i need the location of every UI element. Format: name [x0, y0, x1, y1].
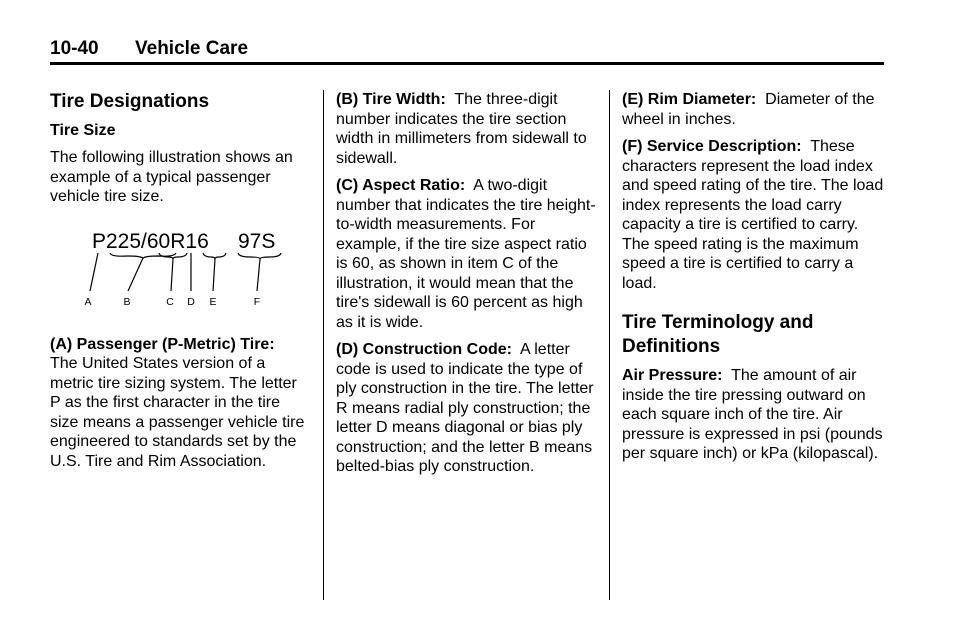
- terminology-heading: Tire Terminology and Definitions: [622, 312, 814, 357]
- tire-designations-heading: Tire Designations: [50, 91, 210, 112]
- tire-size-diagram: [80, 221, 320, 331]
- page-header: [50, 38, 248, 60]
- section-title: Vehicle Care: [135, 38, 249, 59]
- air-pressure-label: Air Pressure:: [622, 367, 723, 384]
- header-rule: [50, 62, 884, 65]
- item-d-paragraph: [336, 340, 601, 477]
- item-b-label: (B) Tire Width:: [336, 91, 446, 108]
- tire-size-illustration: [50, 207, 310, 335]
- item-e-paragraph: [622, 90, 887, 129]
- item-e-text: Diameter of the wheel in inches.: [622, 91, 875, 128]
- tire-code-service-text: 97S: [238, 229, 276, 253]
- diagram-label-b: B: [123, 295, 131, 308]
- page-number: 10-40: [50, 38, 99, 59]
- pointer-line-f: [257, 259, 260, 291]
- intro-paragraph: The following illustration shows an example of a typical passenger vehicle tire size.: [50, 149, 293, 205]
- brace-f: [238, 253, 281, 259]
- tire-code-text: P225/60R16: [92, 229, 209, 253]
- item-f-label: (F) Service Description:: [622, 138, 802, 155]
- item-e-label: (E) Rim Diameter:: [622, 91, 757, 108]
- diagram-label-e: E: [209, 295, 217, 308]
- item-c-text: A two-digit number that indicates the tire height-to-width measurements. For example, if the tire size aspect ratio is 60, as shown in item C of the illustration, it would mean that the tire's sidewall is 60 percent as high as it is wide.: [336, 177, 596, 331]
- item-d-label: (D) Construction Code:: [336, 341, 512, 358]
- air-pressure-text: The amount of air inside the tire pressing outward on each square inch of the tire. Air pressure is expressed in psi (pounds per square inch) or kPa (kilopascal).: [622, 367, 883, 462]
- item-f-paragraph: [622, 137, 887, 293]
- diagram-label-d: D: [187, 295, 195, 308]
- diagram-label-c: C: [166, 295, 174, 308]
- pointer-line-b: [128, 258, 143, 291]
- column-2: [336, 90, 601, 477]
- column-divider: [323, 90, 324, 600]
- diagram-label-a: A: [84, 295, 92, 308]
- pointer-line-a: [90, 253, 98, 291]
- item-d-text: A letter code is used to indicate the type of ply construction in the tire. The letter R means radial ply construction; the letter D means diagonal or bias ply construction; and the letter B means belted-bias ply construction.: [336, 341, 594, 475]
- air-pressure-paragraph: [622, 366, 887, 464]
- item-b-text: The three-digit number indicates the tire section width in millimeters from sidewall to sidewall.: [336, 91, 587, 167]
- brace-c: [159, 253, 187, 259]
- pointer-line-e: [213, 259, 215, 291]
- diagram-label-f: F: [253, 295, 261, 308]
- column-divider: [609, 90, 610, 600]
- column-1: [50, 90, 310, 471]
- item-c-paragraph: [336, 176, 601, 332]
- item-c-label: (C) Aspect Ratio:: [336, 177, 466, 194]
- item-a-paragraph: [50, 335, 310, 472]
- column-3: [622, 90, 887, 464]
- tire-size-subheading: Tire Size: [50, 122, 116, 139]
- item-f-text: These characters represent the load index and speed rating of the tire. The load index represents the load carry capacity a tire is certified to carry. The speed rating is the maximum speed a tire is certified to carry a load.: [622, 138, 884, 292]
- pointer-line-c: [171, 259, 173, 291]
- item-a-text: The United States version of a metric tire sizing system. The letter P as the first character in the tire size means a passenger vehicle tire engineered to standards set by the U.S. Tire and Rim Association.: [50, 355, 305, 470]
- brace-e: [203, 253, 226, 259]
- item-b-paragraph: [336, 90, 601, 168]
- item-a-label: (A) Passenger (P-Metric) Tire:: [50, 335, 275, 353]
